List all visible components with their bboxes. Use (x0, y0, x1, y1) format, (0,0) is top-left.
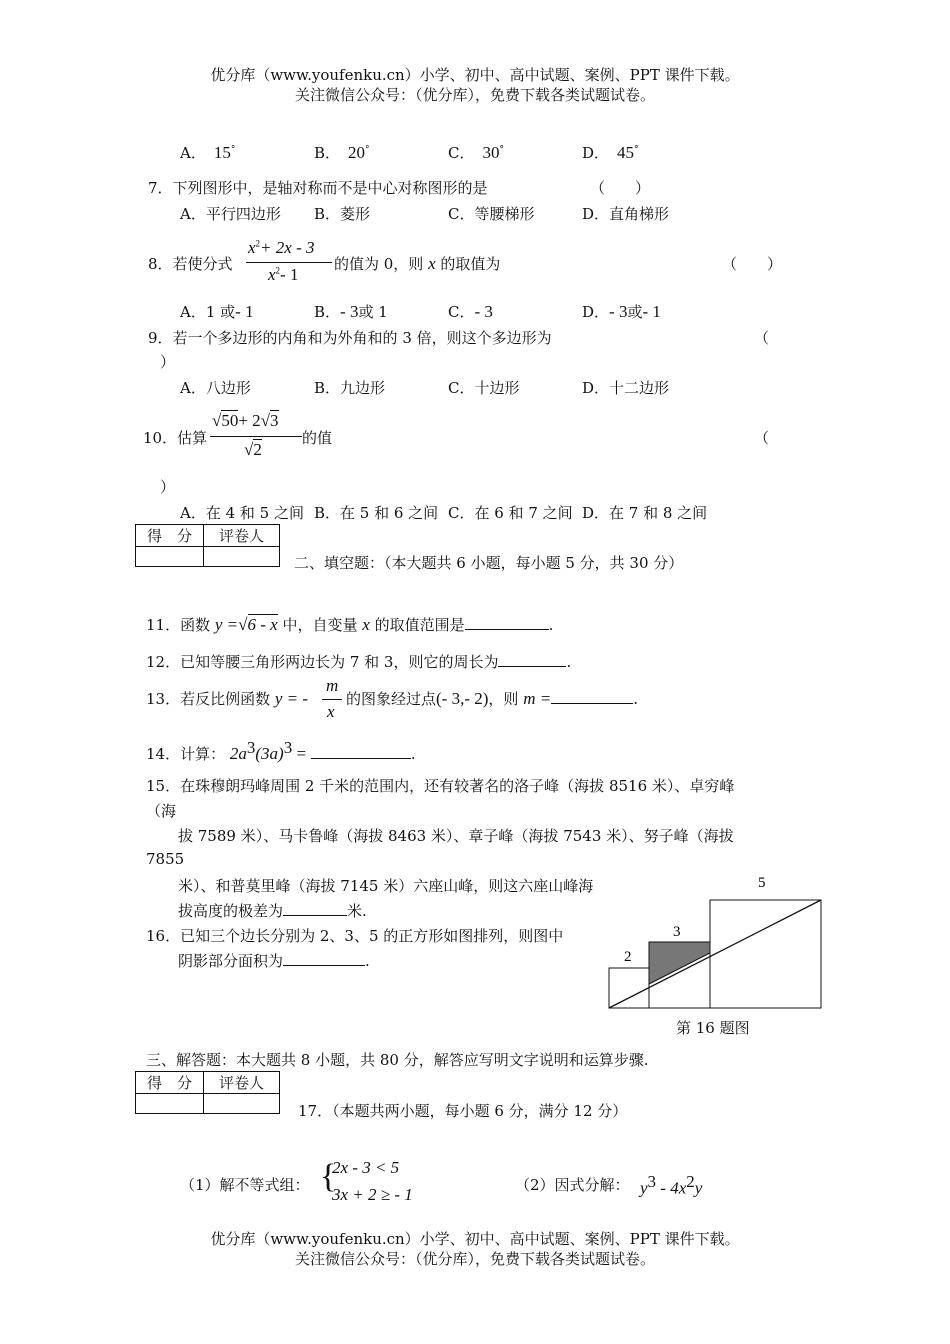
q16-figure (600, 866, 830, 1016)
q8-tail: 的值为 0，则 x 的取值为 (334, 254, 501, 273)
header-line-1: 优分库（www.youfenku.cn）小学、初中、高中试题、案例、PPT 课件下载。 (210, 66, 740, 84)
q17-title: 17．（本题共两小题，每小题 6 分，满分 12 分） (298, 1102, 628, 1120)
q10-option-c: C．在 6 和 7 之间 (448, 504, 573, 522)
q10-paren-left: （ (754, 429, 770, 447)
q6-option-b: B． 20° (314, 143, 370, 162)
q8-paren: （ ） (722, 255, 783, 273)
q15-line-5: 米）、和普莫里峰（海拔 7145 米）六座山峰，则这六座山峰海 (178, 877, 594, 895)
q17-inequality-2: 3x + 2 ≥ - 1 (332, 1185, 413, 1204)
q10-paren-right: ） (160, 478, 176, 496)
q7-option-c: C．等腰梯形 (448, 205, 535, 223)
label-3: 3 (673, 924, 681, 940)
q15-answer-blank[interactable] (283, 901, 347, 916)
q12-answer-blank[interactable] (498, 652, 566, 667)
q9-option-b: B．九边形 (314, 379, 386, 397)
q10-tail: 的值 (302, 429, 333, 447)
q13-denominator: x (327, 702, 335, 721)
square-5 (710, 900, 821, 1008)
section-3-title: 三、解答题：本大题共 8 小题，共 80 分，解答应写明文字说明和运算步骤. (146, 1051, 649, 1069)
q9-stem: 9．若一个多边形的内角和为外角和的 3 倍，则这个多边形为 (148, 329, 552, 347)
q16-line-1: 16．已知三个边长分别为 2、3、5 的正方形如图排列，则图中 (146, 927, 564, 945)
q13-answer-blank[interactable] (551, 689, 633, 704)
q8-option-a: A．1 或- 1 (180, 302, 254, 321)
q10-option-d: D．在 7 和 8 之间 (582, 504, 708, 522)
q8-numerator: $x^2+ 2x - 3$ (248, 238, 315, 257)
q8-lead: 8．若使分式 (148, 255, 233, 273)
q9-option-a: A．八边形 (180, 379, 251, 397)
q8-denominator: $x^2-$ 1 (268, 265, 299, 284)
q9-option-d: D．十二边形 (582, 379, 670, 397)
score-box-q17 (135, 1071, 280, 1114)
grader-label: 评卷人 (204, 525, 280, 547)
q15-line-3: 拔 7589 米）、马卡鲁峰（海拔 8463 米）、章子峰（海拔 7543 米）、努子峰（海拔 (178, 827, 734, 845)
q10-option-a: A．在 4 和 5 之间 (180, 504, 304, 522)
q9-paren-right: ） (160, 353, 176, 371)
q15-line-2: （海 (146, 802, 177, 820)
q10-option-b: B．在 5 和 6 之间 (314, 504, 439, 522)
q15-line-1: 15．在珠穆朗玛峰周围 2 千米的范围内，还有较著名的洛子峰（海拔 8516 米）、卓穷峰 (146, 777, 735, 795)
q10-fraction-bar (210, 436, 302, 437)
q15-line-6: 拔高度的极差为 米. (178, 902, 367, 920)
q7-option-a: A．平行四边形 (180, 205, 281, 223)
q17-part-2-label: （2）因式分解： (515, 1176, 630, 1194)
score-label: 得 分 (136, 1072, 204, 1094)
q13-numerator: m (326, 676, 339, 695)
q13-lead: 13．若反比例函数 y = - (146, 689, 309, 708)
q17-inequality-1: 2x - 3 < 5 (332, 1158, 400, 1177)
q13-tail: 的图象经过点(- 3,- 2)，则 m = . (346, 689, 638, 708)
q10-numerator: √50+ 2√3 (212, 411, 279, 430)
q7-option-b: B．菱形 (314, 205, 371, 223)
footer-line-2: 关注微信公众号：（优分库），免费下载各类试题试卷。 (294, 1250, 655, 1268)
q15-line-4: 7855 (146, 850, 185, 868)
score-cell[interactable] (136, 1094, 204, 1114)
q10-denominator: √2 (244, 440, 262, 459)
q7-option-d: D．直角梯形 (582, 205, 670, 223)
q6-option-a: A． 15° (180, 143, 236, 162)
q7-paren: （ ） (590, 179, 651, 197)
q11-answer-blank[interactable] (465, 615, 549, 630)
label-5: 5 (758, 875, 766, 891)
q11: 11．函数 y =√6 - x 中，自变量 x 的取值范围是 . (146, 615, 554, 634)
q8-option-d: D．- 3或- 1 (582, 302, 661, 321)
q16-answer-blank[interactable] (283, 951, 365, 966)
footer-line-1: 优分库（www.youfenku.cn）小学、初中、高中试题、案例、PPT 课件下载。 (210, 1230, 740, 1248)
q14: 14．计算： $2a^3(3a)^3$ = . (146, 738, 416, 763)
grader-cell[interactable] (204, 1094, 280, 1114)
square-2 (609, 968, 649, 1008)
score-box-section-2 (135, 524, 280, 567)
q14-answer-blank[interactable] (311, 744, 411, 759)
diagonal-line (609, 900, 821, 1008)
score-cell[interactable] (136, 547, 204, 567)
q6-option-c: C． 30° (448, 143, 504, 162)
grader-label: 评卷人 (204, 1072, 280, 1094)
grader-cell[interactable] (204, 547, 280, 567)
q12: 12．已知等腰三角形两边长为 7 和 3，则它的周长为 . (146, 653, 572, 671)
q10-lead: 10．估算 (143, 429, 208, 447)
q8-option-b: B．- 3或 1 (314, 302, 388, 321)
q9-paren-left: （ (754, 329, 770, 347)
score-label: 得 分 (136, 525, 204, 547)
header-line-2: 关注微信公众号：（优分库），免费下载各类试题试卷。 (294, 86, 655, 104)
q8-option-c: C．- 3 (448, 302, 493, 321)
q8-fraction-bar (246, 262, 332, 263)
q16-line-2: 阴影部分面积为 . (178, 952, 370, 970)
q13-fraction-bar (322, 699, 342, 700)
q16-figure-caption: 第 16 题图 (676, 1019, 750, 1037)
q17-part-1-label: （1）解不等式组： (180, 1176, 310, 1194)
brace-icon: { (320, 1158, 337, 1195)
section-2-title: 二、填空题：（本大题共 6 小题，每小题 5 分，共 30 分） (294, 554, 684, 572)
shaded-region (649, 942, 710, 984)
q6-option-d: D． 45° (582, 143, 639, 162)
q9-option-c: C．十边形 (448, 379, 520, 397)
label-2: 2 (624, 949, 632, 965)
q17-factor-expression: $y^3 - 4x^2y$ (640, 1172, 703, 1198)
q7-stem: 7．下列图形中，是轴对称而不是中心对称图形的是 (148, 179, 488, 197)
